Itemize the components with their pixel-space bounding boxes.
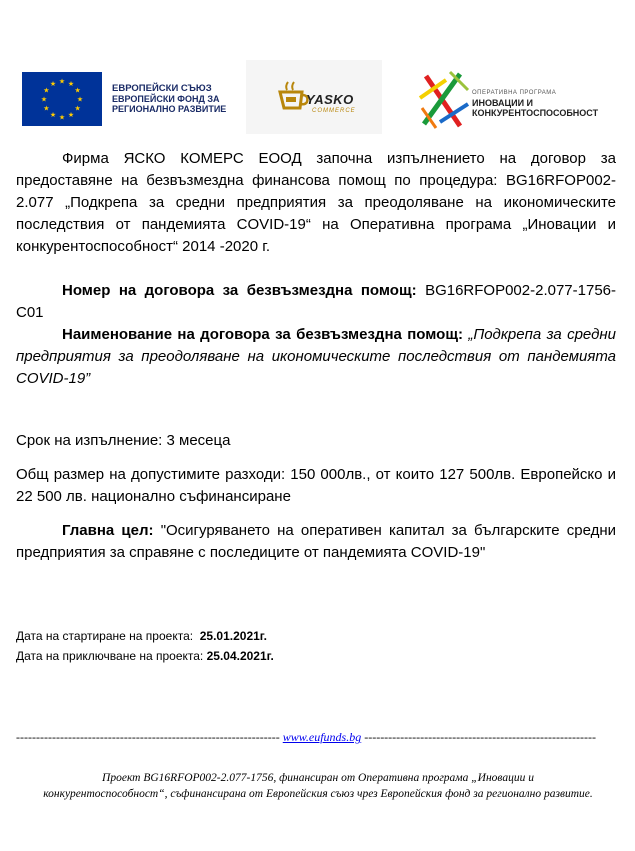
eu-star-icon: ★ bbox=[76, 96, 84, 104]
end-date bbox=[16, 646, 274, 666]
main-goal-label: Главна цел: bbox=[62, 522, 154, 539]
yasko-subtitle: COMMERCE bbox=[312, 108, 356, 114]
footer-dashes-left: ------------------------------------------------------------------ bbox=[16, 730, 280, 744]
document-body bbox=[16, 148, 616, 564]
eu-star-icon: ★ bbox=[43, 105, 50, 113]
contract-number-value: BG16RFOP002-2.077-1756-C01 bbox=[16, 282, 617, 321]
eu-star-icon: ★ bbox=[40, 96, 48, 104]
op-logo-text bbox=[472, 88, 598, 118]
yasko-name: YASKO bbox=[306, 92, 354, 107]
logo-banner bbox=[0, 60, 635, 140]
op-logo-line1: ИНОВАЦИИ И bbox=[472, 98, 534, 108]
intro-paragraph: Фирма ЯСКО КОМЕРС ЕООД започна изпълнението на договор за предоставяне на безвъзмездна финансова помощ по процедура: BG16RFOP002-2.077 „Подкрепа за средни предприятия за преодоляване на икономическите последствия от пандемията COVID-19“ на Оперативна програма „Иновации и конкурентоспособност“ 2014 -2020 г. bbox=[16, 150, 616, 255]
contract-number-label: Номер на договора за безвъзмездна помощ: bbox=[62, 282, 417, 299]
eu-star-icon: ★ bbox=[67, 80, 75, 88]
footer-dashes-right: ---------------------------------------------------------- bbox=[364, 730, 596, 744]
contract-name-value: „Подкрепа за средни предприятия за преодоляване на икономическите последствия от пандемията COVID-19” bbox=[16, 326, 616, 387]
eu-star-icon: ★ bbox=[67, 112, 75, 120]
contract-name bbox=[16, 324, 616, 390]
eu-star-icon: ★ bbox=[49, 80, 57, 88]
eu-star-icon: ★ bbox=[43, 87, 50, 95]
eu-star-icon: ★ bbox=[58, 114, 66, 122]
eu-logo-text bbox=[112, 84, 226, 114]
budget: Общ размер на допустимите разходи: 150 000лв., от които 127 500лв. Европейско и 22 500 лв. национално съфинансиране bbox=[16, 466, 616, 505]
end-date-label: Дата на приключване на проекта: bbox=[16, 649, 204, 663]
eufunds-link[interactable]: www.eufunds.bg bbox=[282, 730, 362, 744]
start-date bbox=[16, 626, 274, 646]
eu-logo-line3: РЕГИОНАЛНО РАЗВИТИЕ bbox=[112, 104, 227, 114]
start-date-label: Дата на стартиране на проекта: bbox=[16, 629, 194, 643]
duration: Срок на изпълнение: 3 месеца bbox=[16, 432, 231, 449]
eu-star-icon: ★ bbox=[58, 78, 66, 86]
eu-star-icon: ★ bbox=[74, 105, 81, 113]
op-emblem-icon bbox=[416, 68, 472, 132]
eu-logo-line1: ЕВРОПЕЙСКИ СЪЮЗ bbox=[112, 83, 212, 94]
op-logo-small: ОПЕРАТИВНА ПРОГРАМА bbox=[472, 90, 557, 96]
end-date-value: 25.04.2021г. bbox=[206, 649, 274, 663]
eu-star-icon: ★ bbox=[49, 112, 57, 120]
eu-logo-line2: ЕВРОПЕЙСКИ ФОНД ЗА bbox=[112, 94, 220, 104]
footer-note: Проект BG16RFOP002-2.077-1756, финансиран от Оперативна програма „Иновации и конкурентоспособност“, съфинансирана от Европейския съюз чрез Европейския фонд за регионално развитие. bbox=[43, 772, 593, 800]
op-innovation-logo bbox=[416, 68, 626, 132]
main-goal-value: "Осигуряването на оперативен капитал за българските средни предприятия за справяне с последиците от пандемията COVID-19" bbox=[16, 522, 616, 561]
eu-star-icon: ★ bbox=[74, 87, 81, 95]
yasko-logo bbox=[246, 60, 382, 134]
eu-logo bbox=[22, 72, 226, 126]
footer-divider bbox=[16, 730, 616, 745]
project-dates bbox=[16, 626, 274, 666]
main-goal bbox=[16, 520, 616, 564]
contract-name-label: Наименование на договора за безвъзмездна помощ: bbox=[62, 326, 463, 343]
eu-flag-icon bbox=[22, 72, 102, 126]
contract-number bbox=[16, 280, 616, 324]
op-logo-line2: КОНКУРЕНТОСПОСОБНОСТ bbox=[472, 108, 599, 118]
start-date-value: 25.01.2021г. bbox=[199, 629, 267, 643]
